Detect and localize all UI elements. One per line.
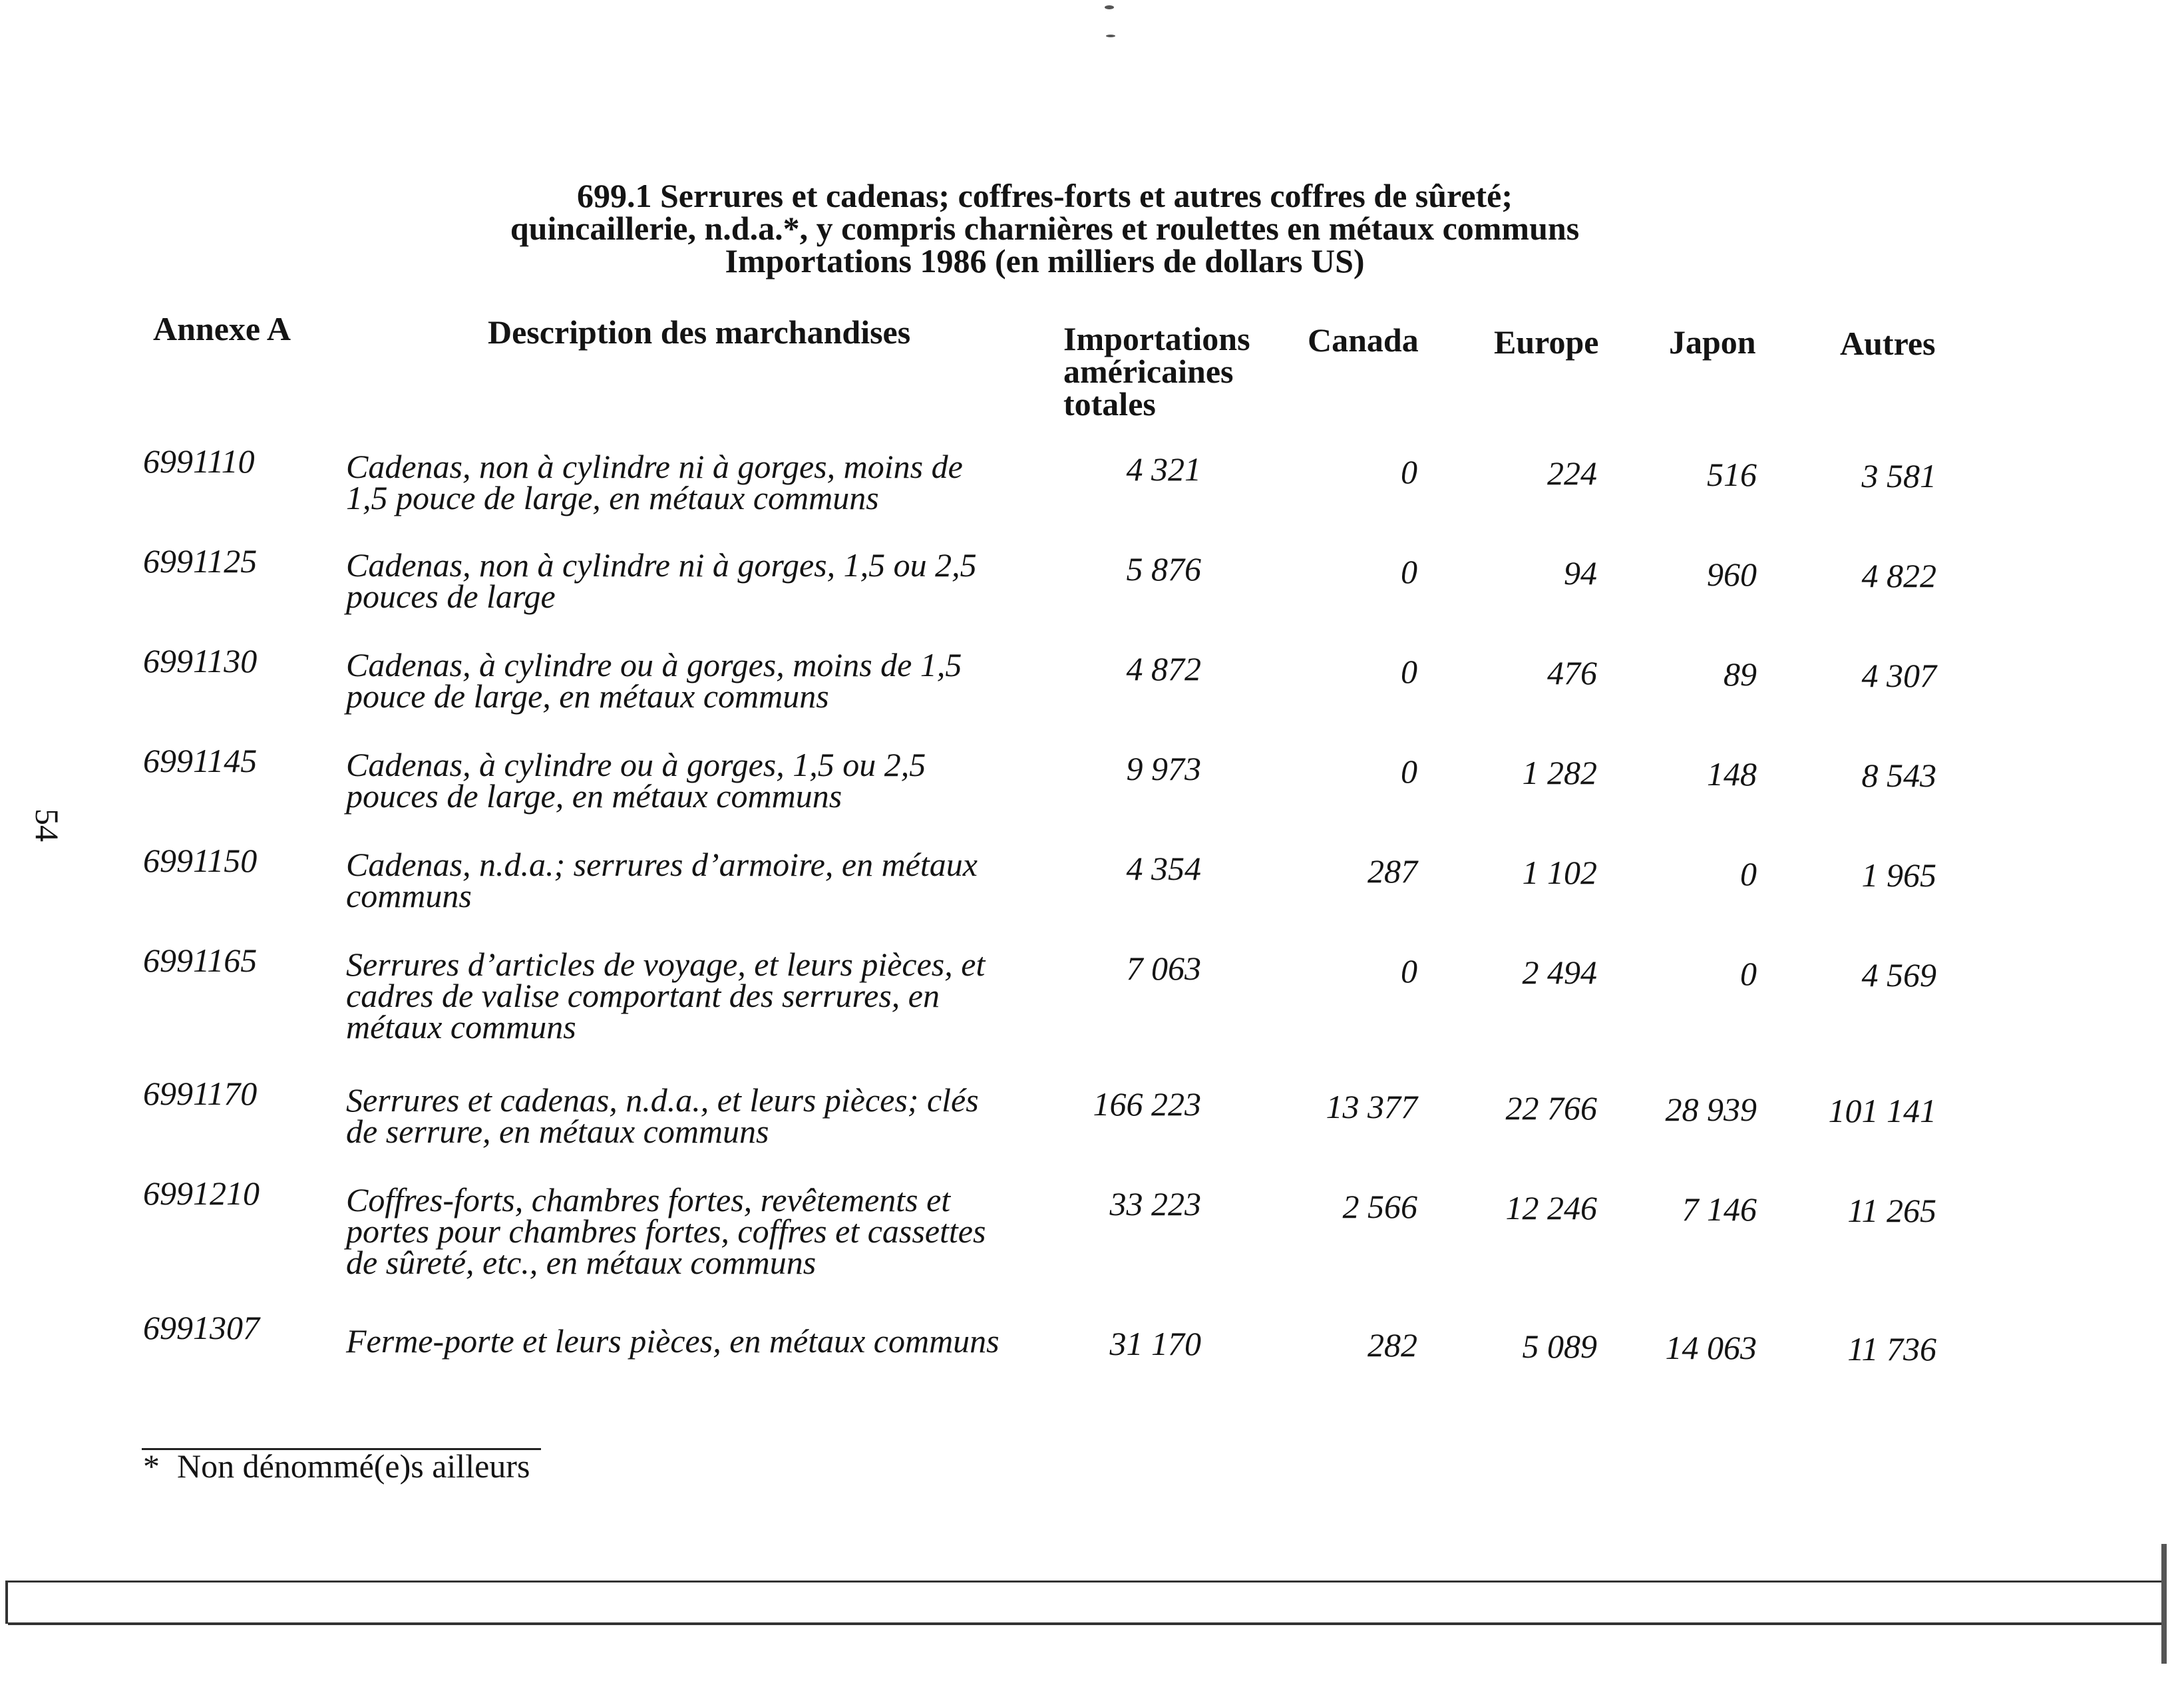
footnote-text: Non dénommé(e)s ailleurs [177,1447,530,1485]
header-europe: Europe [1494,323,1599,361]
row-total: 9 973 [1126,750,1201,787]
row-total: 4 321 [1126,451,1201,488]
row-canada: 13 377 [1326,1088,1417,1125]
row-total: 31 170 [1109,1325,1201,1362]
row-total: 4 354 [1126,850,1201,887]
header-others: Autres [1840,325,1936,362]
page-number: 54 [29,809,66,842]
row-description: Cadenas, n.d.a.; serrures d’armoire, en métaux communs [346,846,978,914]
row-code: 6991150 [143,842,258,879]
row-description: Coffres-forts, chambres fortes, revêtements et portes pour chambres fortes, coffres et cassettes de sûreté, etc., en métaux communs [346,1181,986,1281]
row-code: 6991130 [143,642,258,679]
row-total: 33 223 [1109,1185,1201,1222]
header-description: Description des marchandises [488,313,911,351]
row-japan: 14 063 [1665,1329,1757,1366]
row-canada: 0 [1401,653,1417,690]
scan-edge-bottom [8,1622,2161,1625]
row-code: 6991170 [143,1075,258,1112]
row-canada: 287 [1367,852,1417,890]
row-others: 1 965 [1861,856,1936,894]
title-line-3: Importations 1986 (en milliers de dollars US) [725,242,1365,280]
row-total: 4 872 [1126,650,1201,687]
row-japan: 516 [1707,456,1757,493]
scan-edge-right [2161,1544,2167,1664]
row-total: 5 876 [1126,550,1201,588]
row-code: 6991125 [143,542,258,580]
row-code: 6991145 [143,742,258,779]
row-code: 6991165 [143,942,258,979]
row-canada: 0 [1401,952,1417,990]
row-description: Cadenas, non à cylindre ni à gorges, 1,5 ou 2,5 pouces de large [346,546,977,615]
row-japan: 0 [1740,955,1757,992]
row-others: 101 141 [1828,1092,1936,1129]
row-description: Cadenas, à cylindre ou à gorges, moins de 1,5 pouce de large, en métaux communs [346,646,962,715]
header-japan: Japon [1669,323,1756,361]
row-others: 8 543 [1861,757,1936,794]
row-canada: 282 [1367,1326,1417,1364]
row-canada: 0 [1401,553,1417,590]
row-europe: 5 089 [1522,1328,1597,1365]
row-japan: 0 [1740,855,1757,892]
row-canada: 2 566 [1342,1188,1417,1225]
row-europe: 1 282 [1522,754,1597,791]
row-japan: 148 [1707,755,1757,793]
row-others: 4 822 [1861,557,1936,594]
row-description: Serrures et cadenas, n.d.a., et leurs pièces; clés de serrure, en métaux communs [346,1081,979,1150]
scan-edge-top [5,1581,2161,1583]
scan-speck [1106,35,1115,37]
row-japan: 7 146 [1682,1191,1757,1228]
row-europe: 476 [1547,654,1597,691]
row-europe: 12 246 [1505,1189,1597,1226]
row-description: Cadenas, non à cylindre ni à gorges, moins de 1,5 pouce de large, en métaux communs [346,448,963,516]
row-europe: 22 766 [1505,1089,1597,1127]
row-japan: 89 [1724,655,1757,693]
row-europe: 94 [1564,554,1597,592]
row-japan: 28 939 [1665,1091,1757,1128]
row-others: 4 569 [1861,956,1936,994]
header-total-imports: Importations américaines totales [1063,320,1250,423]
row-code: 6991110 [143,443,255,480]
row-europe: 1 102 [1522,854,1597,891]
row-total: 166 223 [1093,1085,1201,1123]
row-description: Ferme-porte et leurs pièces, en métaux communs [346,1322,1000,1360]
row-japan: 960 [1707,556,1757,593]
row-canada: 0 [1401,453,1417,490]
scan-edge-left [5,1581,8,1624]
header-canada: Canada [1308,321,1419,359]
table-title [399,177,1690,280]
row-europe: 224 [1547,455,1597,492]
footnote [143,1449,530,1483]
row-code: 6991307 [143,1309,260,1346]
row-europe: 2 494 [1522,954,1597,991]
footnote-marker: * [143,1447,160,1485]
row-total: 7 063 [1126,950,1201,987]
row-description: Serrures d’articles de voyage, et leurs pièces, et cadres de valise comportant des serrures, en métaux communs [346,946,986,1045]
title-line-2: quincaillerie, n.d.a.*, y compris charnières et roulettes en métaux communs [510,210,1580,247]
row-others: 11 265 [1847,1192,1936,1229]
row-others: 11 736 [1847,1330,1936,1368]
row-others: 4 307 [1861,657,1936,694]
header-annex: Annexe A [153,310,291,347]
scan-speck [1105,5,1114,9]
row-canada: 0 [1401,753,1417,790]
row-others: 3 581 [1861,457,1936,494]
row-code: 6991210 [143,1175,260,1212]
row-description: Cadenas, à cylindre ou à gorges, 1,5 ou 2,5 pouces de large, en métaux communs [346,746,926,815]
title-line-1: 699.1 Serrures et cadenas; coffres-forts et autres coffres de sûreté; [576,177,1513,214]
